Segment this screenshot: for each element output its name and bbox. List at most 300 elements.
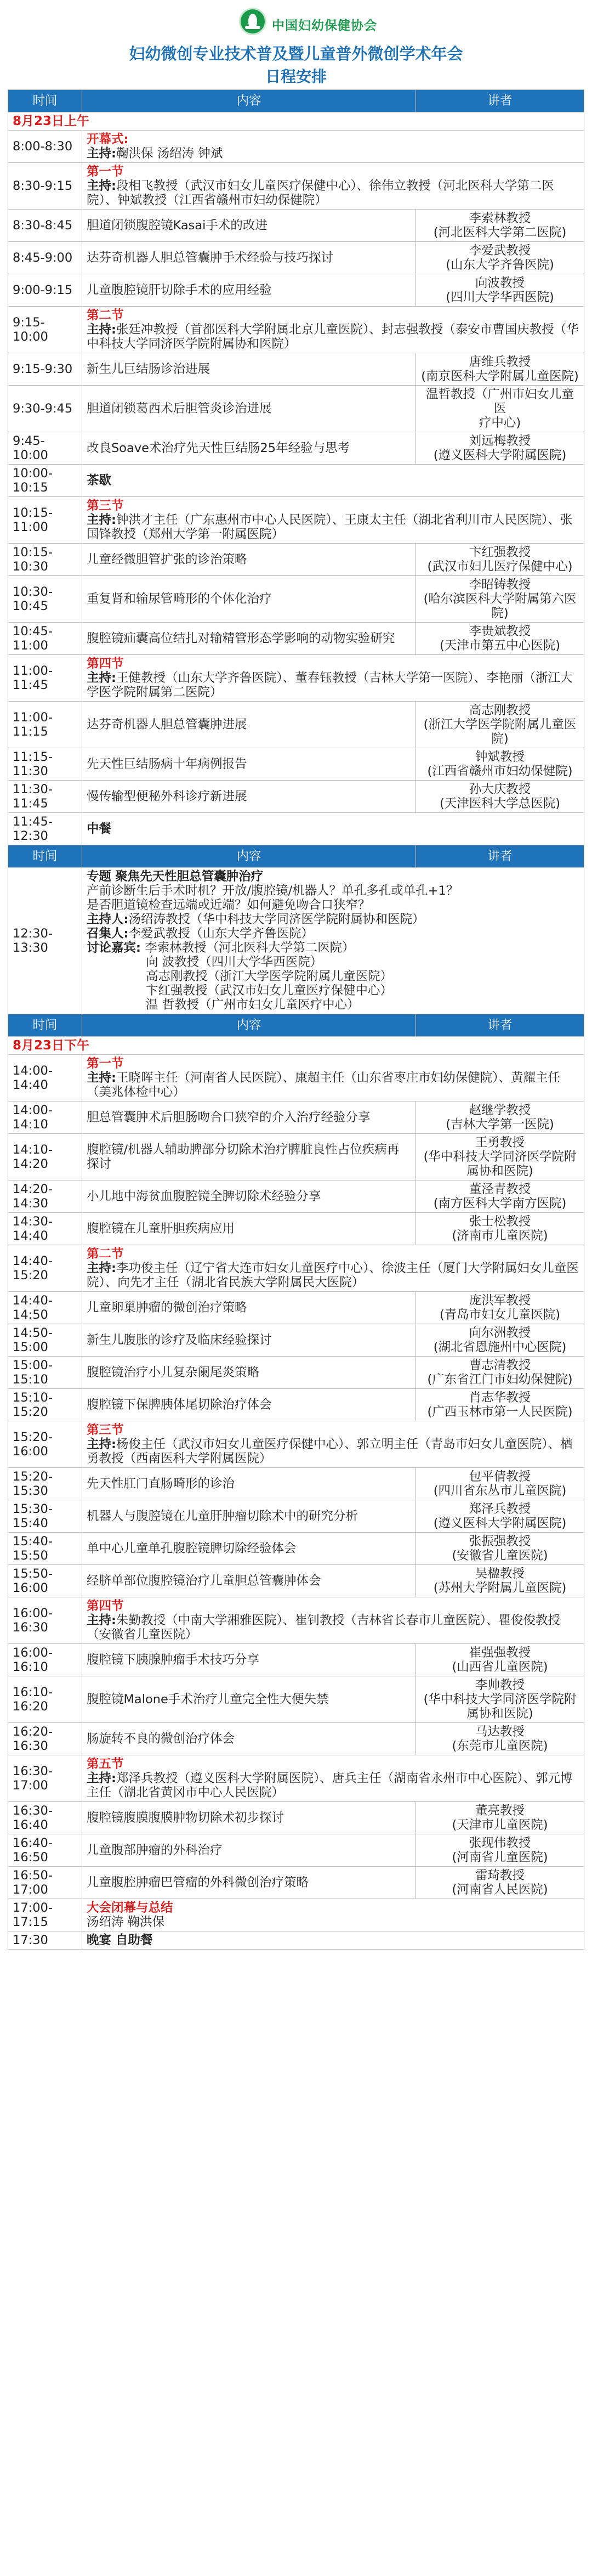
time-cell: 9:15-10:00 <box>8 307 82 353</box>
table-row <box>8 655 584 702</box>
table-header-row <box>8 845 584 868</box>
chair-names: 朱勤教授（中南大学湘雅医院）、崔钊教授（吉林省长春市儿童医院）、瞿俊俊教授（安徽省儿童医院） <box>87 1613 561 1642</box>
table-row <box>8 1931 584 1950</box>
table-row <box>8 307 584 353</box>
talk-title-cell: 儿童腹腔镜肝切除手术的应用经验 <box>82 274 416 307</box>
speaker-cell <box>416 1644 584 1676</box>
time-cell: 17:30 <box>8 1931 82 1950</box>
speaker-name: 吴楹教授 <box>475 1567 525 1581</box>
speaker-affiliation: (青岛市妇女儿童医院) <box>439 1308 561 1322</box>
table-row <box>8 1134 584 1180</box>
speaker-affiliation: (湖北省恩施州中心医院) <box>433 1340 567 1354</box>
table-row <box>8 497 584 544</box>
table-row <box>8 623 584 655</box>
break-cell <box>82 1931 584 1950</box>
speaker-name: 高志刚教授 <box>469 703 531 718</box>
talk-title-cell: 先天性肛门直肠畸形的诊治 <box>82 1468 416 1500</box>
time-cell: 10:15-11:00 <box>8 497 82 544</box>
speaker-cell <box>416 1867 584 1899</box>
time-cell: 16:10-16:20 <box>8 1676 82 1723</box>
table-row <box>8 1500 584 1533</box>
guest-name: 李索林教授（河北医科大学第二医院） <box>141 941 355 955</box>
time-cell: 14:40-15:20 <box>8 1245 82 1292</box>
speaker-name: 张现伟教授 <box>469 1836 531 1850</box>
chair-line <box>87 323 579 351</box>
chair-names: 段相飞教授（武汉市妇女儿童医疗保健中心）、徐伟立教授（河北医科大学第二医院）、钟斌教授（江西省赣州市妇幼保健院） <box>87 179 554 207</box>
speaker-affiliation: (安徽省儿童医院) <box>452 1549 548 1563</box>
table-row <box>8 1533 584 1565</box>
time-cell: 11:30-11:45 <box>8 781 82 813</box>
section-cell <box>82 1245 584 1292</box>
time-cell: 15:20-16:00 <box>8 1421 82 1468</box>
talk-title-cell: 肠旋转不良的微创治疗体会 <box>82 1723 416 1755</box>
convener-label: 召集人: <box>87 927 129 941</box>
table-row <box>8 1055 584 1101</box>
speaker-affiliation: (广西玉林市第一人民医院) <box>427 1405 573 1419</box>
time-cell: 14:00-14:10 <box>8 1101 82 1134</box>
time-cell: 15:50-16:00 <box>8 1565 82 1597</box>
header-time: 时间 <box>8 90 82 112</box>
table-row <box>8 1180 584 1213</box>
table-row <box>8 432 584 465</box>
table-row <box>8 576 584 623</box>
guests-label: 讨论嘉宾: <box>87 941 141 955</box>
talk-title-cell: 腹腔镜在儿童肝胆疾病应用 <box>82 1213 416 1245</box>
chair-label: 主持: <box>87 1613 116 1628</box>
talk-title-cell: 重复肾和输尿管畸形的个体化治疗 <box>82 576 416 623</box>
talk-title-cell: 改良Soave术治疗先天性巨结肠25年经验与思考 <box>82 432 416 465</box>
host-name: 汤绍涛教授（华中科技大学同济医学院附属协和医院） <box>128 912 425 927</box>
time-cell: 10:30-10:45 <box>8 576 82 623</box>
time-cell: 16:30-16:40 <box>8 1802 82 1834</box>
guest-name: 卞红强教授（武汉市妇女儿童医疗保健中心） <box>146 984 393 998</box>
time-cell: 14:00-14:40 <box>8 1055 82 1101</box>
speaker-cell <box>416 210 584 242</box>
speaker-name: 马达教授 <box>475 1725 525 1739</box>
speaker-name: 张振强教授 <box>469 1534 531 1549</box>
speaker-affiliation: (华中科技大学同济医学院附属协和医院) <box>423 1150 577 1178</box>
section-title: 第三节 <box>87 1423 124 1437</box>
table-row <box>8 1389 584 1421</box>
time-cell: 11:00-11:45 <box>8 655 82 702</box>
time-cell: 8:30-8:45 <box>8 210 82 242</box>
speaker-name: 包平倩教授 <box>469 1470 531 1484</box>
date-cell <box>8 1037 584 1055</box>
header-time: 时间 <box>8 1014 82 1037</box>
table-header-row <box>8 1014 584 1037</box>
table-row <box>8 1213 584 1245</box>
speaker-cell <box>416 432 584 465</box>
chair-line <box>87 1437 579 1466</box>
header-content: 内容 <box>82 90 416 112</box>
time-cell: 9:45-10:00 <box>8 432 82 465</box>
talk-title-cell: 腹腔镜Malone手术治疗儿童完全性大便失禁 <box>82 1676 416 1723</box>
time-cell: 10:45-11:00 <box>8 623 82 655</box>
chair-label: 主持: <box>87 1771 116 1786</box>
table-header-row <box>8 90 584 112</box>
time-cell: 14:10-14:20 <box>8 1134 82 1180</box>
time-cell: 12:30-13:30 <box>8 868 82 1014</box>
talk-title-cell: 先天性巨结肠病十年病例报告 <box>82 748 416 781</box>
table-row <box>8 702 584 748</box>
speaker-name: 郑泽兵教授 <box>469 1502 531 1516</box>
table-row <box>8 1755 584 1802</box>
time-cell: 8:30-9:15 <box>8 163 82 210</box>
speaker-cell <box>416 544 584 576</box>
table-row <box>8 1468 584 1500</box>
talk-title-cell: 机器人与腹腔镜在儿童肝肿瘤切除术中的研究分析 <box>82 1500 416 1533</box>
table-row <box>8 1834 584 1867</box>
talk-title-cell: 儿童腹腔肿瘤巴管瘤的外科微创治疗策略 <box>82 1867 416 1899</box>
chair-line <box>87 146 579 161</box>
talk-title-cell: 达芬奇机器人胆总管囊肿手术经验与技巧探讨 <box>82 242 416 274</box>
speaker-cell <box>416 1565 584 1597</box>
speaker-cell <box>416 623 584 655</box>
guest-line <box>87 998 579 1012</box>
header-content: 内容 <box>82 845 416 868</box>
speaker-cell <box>416 1802 584 1834</box>
time-cell: 15:20-15:30 <box>8 1468 82 1500</box>
speaker-name: 刘远梅教授 <box>469 434 531 448</box>
talk-title-cell: 腹腔镜疝囊高位结扎对输精管形态学影响的动物实验研究 <box>82 623 416 655</box>
talk-title-cell: 儿童腹部肿瘤的外科治疗 <box>82 1834 416 1867</box>
speaker-cell <box>416 386 584 432</box>
time-cell: 14:40-14:50 <box>8 1292 82 1324</box>
time-cell: 16:20-16:30 <box>8 1723 82 1755</box>
section-cell <box>82 1899 584 1931</box>
section-title: 第四节 <box>87 657 124 671</box>
speaker-affiliation: 疗中心) <box>479 416 521 430</box>
chair-label: 主持: <box>87 513 116 527</box>
chair-names: 王健教授（山东大学齐鲁医院）、董春钰教授（吉林大学第一医院）、李艳丽（浙江大学医学院附属第二医院） <box>87 671 573 699</box>
topic-title: 聚焦先天性胆总管囊肿治疗 <box>115 869 264 884</box>
time-cell: 14:50-15:00 <box>8 1324 82 1357</box>
speaker-cell <box>416 1834 584 1867</box>
section-cell <box>82 131 584 163</box>
speaker-name: 李爱武教授 <box>469 244 531 258</box>
page-title: 妇幼微创专业技术普及暨儿童普外微创学术年会 <box>129 44 463 63</box>
time-cell: 9:00-9:15 <box>8 274 82 307</box>
guest-name: 向 波教授（四川大学华西医院） <box>146 955 323 969</box>
talk-title-cell: 达芬奇机器人胆总管囊肿进展 <box>82 702 416 748</box>
table-row <box>8 465 584 497</box>
time-cell: 16:00-16:10 <box>8 1644 82 1676</box>
section-title: 第二节 <box>87 1247 124 1261</box>
table-row <box>8 274 584 307</box>
guest-line <box>87 941 579 955</box>
chair-label: 主持: <box>87 323 116 337</box>
table-row <box>8 544 584 576</box>
table-row <box>8 781 584 813</box>
speaker-affiliation: (哈尔滨医科大学附属第六医院) <box>423 592 577 620</box>
section-cell <box>82 1597 584 1644</box>
speaker-cell <box>416 1723 584 1755</box>
table-row <box>8 1421 584 1468</box>
time-cell: 15:30-15:40 <box>8 1500 82 1533</box>
time-cell: 9:30-9:45 <box>8 386 82 432</box>
talk-title-cell: 腹腔镜下胰腺肿瘤手术技巧分享 <box>82 1644 416 1676</box>
section-cell <box>82 1755 584 1802</box>
time-cell: 17:00-17:15 <box>8 1899 82 1931</box>
schedule-table <box>8 89 584 1950</box>
talk-title-cell: 单中心儿童单孔腹腔镜脾切除经验体会 <box>82 1533 416 1565</box>
time-cell: 16:00-16:30 <box>8 1597 82 1644</box>
speaker-affiliation: (四川省东丛市儿童医院) <box>433 1484 567 1498</box>
table-row <box>8 1101 584 1134</box>
talk-title-cell: 胆总管囊肿术后胆肠吻合口狭窄的介入治疗经验分享 <box>82 1101 416 1134</box>
org-name: 中国妇幼保健协会 <box>272 19 377 33</box>
chair-line <box>87 1261 579 1290</box>
speaker-affiliation: (天津医科大学总医院) <box>439 796 561 811</box>
speaker-name: 向波教授 <box>475 276 525 290</box>
section-title: 第一节 <box>87 1057 124 1071</box>
page-subtitle: 日程安排 <box>265 67 327 86</box>
talk-title-cell: 儿童卵巢肿瘤的微创治疗策略 <box>82 1292 416 1324</box>
section-cell <box>82 1055 584 1101</box>
speaker-cell <box>416 1180 584 1213</box>
speaker-affiliation: (吉林大学第一医院) <box>446 1117 554 1132</box>
speaker-cell <box>416 1533 584 1565</box>
talk-title-cell: 腹腔镜下保脾胰体尾切除治疗体会 <box>82 1389 416 1421</box>
time-cell: 11:45-12:30 <box>8 813 82 845</box>
speaker-affiliation: (天津市儿童医院) <box>452 1818 548 1832</box>
speaker-cell <box>416 1213 584 1245</box>
speaker-cell <box>416 274 584 307</box>
section-cell <box>82 655 584 702</box>
speaker-affiliation: (东莞市儿童医院) <box>452 1739 548 1753</box>
table-row <box>8 1597 584 1644</box>
host-label: 主持人: <box>87 912 129 927</box>
speaker-cell <box>416 748 584 781</box>
speaker-name: 董亮教授 <box>475 1804 525 1818</box>
speaker-affiliation: (江西省赣州市妇幼保健院) <box>427 764 573 778</box>
guest-line <box>87 969 579 984</box>
speaker-affiliation: (河南省人民医院) <box>452 1883 548 1897</box>
break-cell <box>82 813 584 845</box>
talk-title-cell: 小儿地中海贫血腹腔镜全脾切除术经验分享 <box>82 1180 416 1213</box>
speaker-cell <box>416 1324 584 1357</box>
symposium-cell <box>82 868 584 1014</box>
time-cell: 15:40-15:50 <box>8 1533 82 1565</box>
chair-label: 主持: <box>87 1071 116 1085</box>
speaker-affiliation: (河南省儿童医院) <box>452 1850 548 1865</box>
talk-title-cell: 新生儿巨结肠诊治进展 <box>82 353 416 386</box>
section-title: 第一节 <box>87 165 124 179</box>
chair-line <box>87 1771 579 1800</box>
speaker-affiliation: (广东省江门市妇幼保健院) <box>427 1372 573 1387</box>
time-cell: 11:15-11:30 <box>8 748 82 781</box>
speaker-affiliation: (河北医科大学第二医院) <box>433 225 567 240</box>
chair-label: 主持: <box>87 146 116 161</box>
header-speaker: 讲者 <box>416 90 584 112</box>
speaker-cell <box>416 576 584 623</box>
speaker-cell <box>416 1357 584 1389</box>
time-cell: 14:20-14:30 <box>8 1180 82 1213</box>
chair-names: 李功俊主任（辽宁省大连市妇女儿童医疗中心）、徐波主任（厦门大学附属妇女儿童医院）、向先才主任（湖北省民族大学附属民大医院） <box>87 1261 579 1290</box>
time-cell: 16:30-17:00 <box>8 1755 82 1802</box>
break-label: 晚宴 自助餐 <box>87 1933 153 1947</box>
talk-title-cell: 儿童经微胆管扩张的诊治策略 <box>82 544 416 576</box>
speaker-name: 肖志华教授 <box>469 1391 531 1405</box>
guest-line <box>87 984 579 998</box>
symposium-question: 是否胆道镜检查远端或近端？如何避免吻合口狭窄？ <box>87 898 371 912</box>
table-row <box>8 1357 584 1389</box>
speaker-name: 崔强强教授 <box>469 1646 531 1660</box>
speaker-name: 张士松教授 <box>469 1214 531 1229</box>
speaker-cell <box>416 702 584 748</box>
chair-names: 郑泽兵教授（遵义医科大学附属医院）、唐兵主任（湖南省永州市中心医院）、郭元博主任（湖北省黄冈市中心人民医院） <box>87 1771 573 1800</box>
section-cell <box>82 163 584 210</box>
section-title: 开幕式: <box>87 132 129 146</box>
header-speaker: 讲者 <box>416 845 584 868</box>
time-cell: 14:30-14:40 <box>8 1213 82 1245</box>
speaker-name: 李索林教授 <box>469 211 531 225</box>
chair-line <box>87 671 579 699</box>
speaker-cell <box>416 1101 584 1134</box>
symposium-question: 产前诊断生后手术时机？开放/腹腔镜/机器人？单孔多孔或单孔+1？ <box>87 884 459 898</box>
speaker-name: 向尔洲教授 <box>469 1326 531 1340</box>
date-label: 8月23日上午 <box>13 114 90 128</box>
talk-title-cell: 腹腔镜腹膜腹膜肿物切除术初步探讨 <box>82 1802 416 1834</box>
break-label: 茶歇 <box>87 473 112 488</box>
table-row <box>8 1723 584 1755</box>
guest-line <box>87 955 579 969</box>
speaker-affiliation: (山东大学齐鲁医院) <box>446 258 554 272</box>
table-row <box>8 1565 584 1597</box>
speaker-affiliation: (苏州大学附属儿童医院) <box>433 1581 567 1595</box>
chair-names: 鞠洪保 汤绍涛 钟斌 <box>116 146 223 161</box>
header-time: 时间 <box>8 845 82 868</box>
table-row <box>8 813 584 845</box>
table-row <box>8 1802 584 1834</box>
time-cell: 11:00-11:15 <box>8 702 82 748</box>
chair-line <box>87 179 579 207</box>
header-speaker: 讲者 <box>416 1014 584 1037</box>
table-row <box>8 1899 584 1931</box>
table-row <box>8 1676 584 1723</box>
table-row <box>8 1324 584 1357</box>
speaker-name: 李贵斌教授 <box>469 624 531 639</box>
speaker-affiliation: (南方医科大学南方医院) <box>433 1196 567 1211</box>
table-row <box>8 386 584 432</box>
chair-label: 主持: <box>87 179 116 193</box>
section-cell <box>82 497 584 544</box>
time-cell: 8:00-8:30 <box>8 131 82 163</box>
section-title: 第三节 <box>87 499 124 513</box>
section-title: 大会闭幕与总结 <box>87 1901 173 1915</box>
speaker-cell <box>416 242 584 274</box>
talk-title-cell: 胆道闭锁腹腔镜Kasai手术的改进 <box>82 210 416 242</box>
table-row <box>8 210 584 242</box>
speaker-affiliation: (济南市儿童医院) <box>452 1229 548 1243</box>
speaker-name: 王勇教授 <box>475 1136 525 1150</box>
time-cell: 15:00-15:10 <box>8 1357 82 1389</box>
speaker-name: 李帅教授 <box>475 1678 525 1692</box>
chair-label: 主持: <box>87 671 116 685</box>
time-cell: 15:10-15:20 <box>8 1389 82 1421</box>
table-row <box>8 1245 584 1292</box>
talk-title-cell: 腹腔镜治疗小儿复杂阑尾炎策略 <box>82 1357 416 1389</box>
association-logo-icon <box>239 8 266 35</box>
time-cell: 10:00-10:15 <box>8 465 82 497</box>
chair-line <box>87 513 579 541</box>
speaker-name: 赵继学教授 <box>469 1103 531 1117</box>
chair-names: 张廷冲教授（首都医科大学附属北京儿童医院）、封志强教授（泰安市曹国庆教授（华中科技大学同济医学院附属协和医院） <box>87 323 579 351</box>
speaker-name: 孙大庆教授 <box>469 782 531 796</box>
speaker-name: 曹志清教授 <box>469 1358 531 1372</box>
talk-title-cell: 腹腔镜/机器人辅助脾部分切除术治疗脾脏良性占位疾病再探讨 <box>82 1134 416 1180</box>
page-header <box>0 0 592 86</box>
convener-line <box>87 927 579 941</box>
speaker-affiliation: (遵义医科大学附属医院) <box>433 448 567 462</box>
speaker-name: 温哲教授（广州市妇女儿童医 <box>425 387 574 416</box>
talk-title-cell: 慢传输型便秘外科诊疗新进展 <box>82 781 416 813</box>
table-row <box>8 163 584 210</box>
table-row <box>8 353 584 386</box>
break-label: 中餐 <box>87 822 112 836</box>
speaker-name: 庞洪军教授 <box>469 1293 531 1308</box>
speaker-name: 雷琦教授 <box>475 1868 525 1883</box>
table-row <box>8 1867 584 1899</box>
table-row <box>8 748 584 781</box>
section-title: 第二节 <box>87 308 124 323</box>
date-row <box>8 1037 584 1055</box>
speaker-affiliation: (南京医科大学附属儿童医院) <box>421 369 579 383</box>
section-cell <box>82 1421 584 1468</box>
date-label: 8月23日下午 <box>13 1038 90 1053</box>
chair-names: 王晓晖主任（河南省人民医院）、康超主任（山东省枣庄市妇幼保健院）、黄耀主任（美兆体检中心） <box>87 1071 561 1099</box>
speaker-cell <box>416 1500 584 1533</box>
chair-names: 杨俊主任（武汉市妇女儿童医疗保健中心）、郭立明主任（青岛市妇女儿童医院）、楢勇教授（西南医科大学附属医院） <box>87 1437 573 1466</box>
speaker-affiliation: (四川大学华西医院) <box>446 290 554 304</box>
speaker-cell <box>416 1134 584 1180</box>
guest-name: 温 哲教授（广州市妇女儿童医疗中心） <box>146 998 360 1012</box>
chair-line <box>87 1613 579 1642</box>
table-row <box>8 242 584 274</box>
speaker-name: 董泾青教授 <box>469 1182 531 1196</box>
chair-line <box>87 1071 579 1099</box>
chair-label: 主持: <box>87 1437 116 1451</box>
speaker-cell <box>416 1676 584 1723</box>
speaker-affiliation: (遵义医科大学附属医院) <box>433 1516 567 1530</box>
guest-name: 高志刚教授（浙江大学医学院附属儿童医院） <box>146 969 393 984</box>
table-row <box>8 1292 584 1324</box>
speaker-affiliation: (浙江大学医学院附属儿童医院) <box>423 718 577 746</box>
speaker-cell <box>416 1468 584 1500</box>
speaker-name: 钟斌教授 <box>475 750 525 764</box>
speaker-name: 唐维兵教授 <box>469 355 531 369</box>
time-cell: 9:15-9:30 <box>8 353 82 386</box>
date-row <box>8 112 584 131</box>
table-row <box>8 131 584 163</box>
convener-name: 李爱武教授（山东大学齐鲁医院） <box>128 927 314 941</box>
break-cell <box>82 465 584 497</box>
symposium-topic <box>87 869 579 884</box>
chair-label: 主持: <box>87 1261 116 1275</box>
speaker-cell <box>416 1292 584 1324</box>
talk-title-cell: 胆道闭锁葛西术后胆管炎诊治进展 <box>82 386 416 432</box>
time-cell: 16:50-17:00 <box>8 1867 82 1899</box>
time-cell: 10:15-10:30 <box>8 544 82 576</box>
topic-label: 专题 <box>87 869 112 884</box>
speaker-affiliation: (武汉市妇儿医疗保健中心) <box>427 560 573 574</box>
section-title: 第五节 <box>87 1757 124 1771</box>
time-cell: 16:40-16:50 <box>8 1834 82 1867</box>
talk-title-cell: 经脐单部位腹腔镜治疗儿童胆总管囊肿体会 <box>82 1565 416 1597</box>
time-cell: 8:45-9:00 <box>8 242 82 274</box>
section-title: 第四节 <box>87 1599 124 1613</box>
speaker-name: 卞红强教授 <box>469 545 531 560</box>
